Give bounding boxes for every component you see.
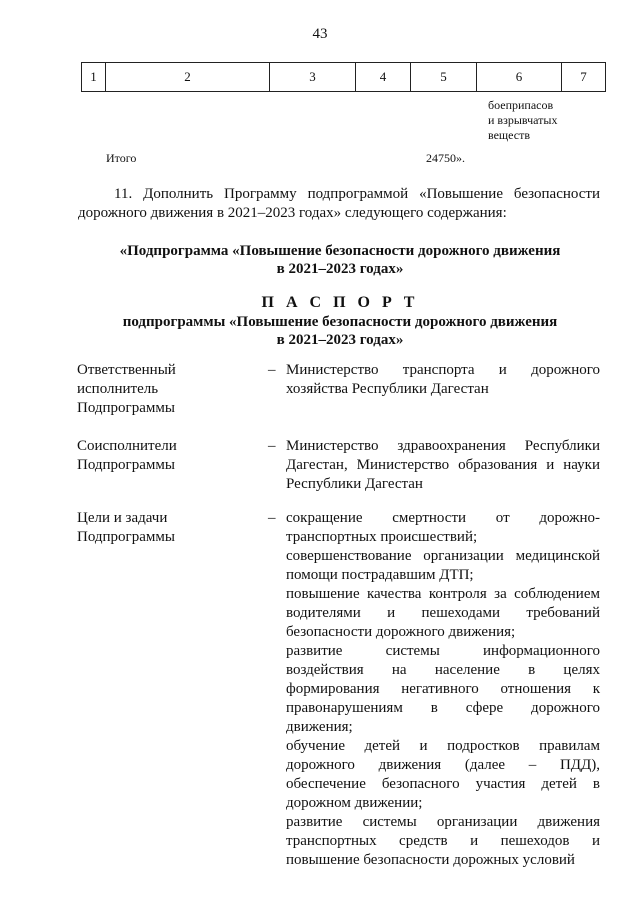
row-dash: –	[268, 438, 276, 454]
content-line: Министерство здравоохранения Республики	[286, 438, 600, 454]
content-line: Министерство транспорта и дорожного	[286, 362, 600, 378]
title-line: в 2021–2023 годах»	[276, 261, 404, 277]
row-dash: –	[268, 510, 276, 526]
column-number-cell: 6	[477, 63, 562, 92]
label-line: Подпрограммы	[77, 400, 175, 416]
column-number-cell: 5	[411, 63, 477, 92]
content-line: воздействия на население в целях	[286, 662, 600, 678]
total-value: 24750».	[426, 151, 465, 165]
label-line: Подпрограммы	[77, 457, 175, 473]
amendment-paragraph: 11. Дополнить Программу подпрограммой «Повышение безопасности дорожного движения в 2021–2023 годах» следующего содержания:	[78, 186, 600, 221]
content-line: транспортных средств и пешеходов и	[286, 833, 600, 849]
column-number-cell: 7	[562, 63, 606, 92]
column-number-table	[81, 62, 606, 92]
text-line: веществ	[488, 128, 531, 142]
row-content-coexecutors	[286, 437, 600, 494]
text-line: боеприпасов	[488, 98, 554, 112]
column-number-cell: 4	[356, 63, 411, 92]
content-line: повышение безопасности дорожных условий	[286, 852, 575, 868]
content-line: обеспечение безопасного участия детей в	[286, 776, 600, 792]
title-line: подпрограммы «Повышение безопасности дорожного движения	[122, 314, 558, 330]
label-line: исполнитель	[77, 381, 159, 397]
content-line: движения;	[286, 719, 353, 735]
passport-subtitle	[60, 313, 620, 349]
label-line: Соисполнители	[77, 438, 177, 454]
content-line: сокращение смертности от дорожно-	[286, 510, 600, 526]
page-number: 43	[312, 26, 328, 42]
content-line: Дагестан, Министерство образования и науки	[286, 457, 600, 473]
content-line: хозяйства Республики Дагестан	[286, 381, 489, 397]
column-number-cell: 2	[106, 63, 270, 92]
content-line: правонарушениям в сфере дорожного	[286, 700, 600, 716]
total-label: Итого	[106, 151, 137, 165]
table-row	[82, 63, 606, 92]
label-line: Цели и задачи	[77, 510, 168, 526]
column-number-cell: 1	[82, 63, 106, 92]
content-line: развитие системы информационного	[286, 643, 600, 659]
continued-cell-text	[488, 98, 557, 143]
row-content-goals	[286, 509, 600, 870]
content-line: обучение детей и подростков правилам	[286, 738, 600, 754]
label-line: Ответственный	[77, 362, 176, 378]
text-line: и взрывчатых	[488, 113, 558, 127]
content-line: водителями и пешеходами требований	[286, 605, 600, 621]
content-line: совершенствование организации медицинской	[286, 548, 600, 564]
content-line: транспортных происшествий;	[286, 529, 478, 545]
row-label-coexecutors	[77, 437, 257, 475]
row-dash: –	[268, 362, 276, 378]
content-line: дорожного движения (далее – ПДД),	[286, 757, 600, 773]
column-number-cell: 3	[270, 63, 356, 92]
label-line: Подпрограммы	[77, 529, 175, 545]
row-content-responsible	[286, 361, 600, 399]
title-line: «Подпрограмма «Повышение безопасности дорожного движения	[119, 243, 561, 259]
content-line: дорожном движении;	[286, 795, 423, 811]
content-line: помощи пострадавшим ДТП;	[286, 567, 474, 583]
passport-title: П А С П О Р Т	[261, 294, 419, 311]
content-line: повышение качества контроля за соблюдением	[286, 586, 600, 602]
row-label-goals	[77, 509, 257, 547]
content-line: формирования негативного отношения к	[286, 681, 600, 697]
title-line: в 2021–2023 годах»	[276, 332, 404, 348]
subprogram-title	[60, 242, 620, 278]
content-line: развитие системы организации движения	[286, 814, 600, 830]
content-line: Республики Дагестан	[286, 476, 423, 492]
content-line: безопасности дорожного движения;	[286, 624, 516, 640]
row-label-responsible	[77, 361, 257, 418]
